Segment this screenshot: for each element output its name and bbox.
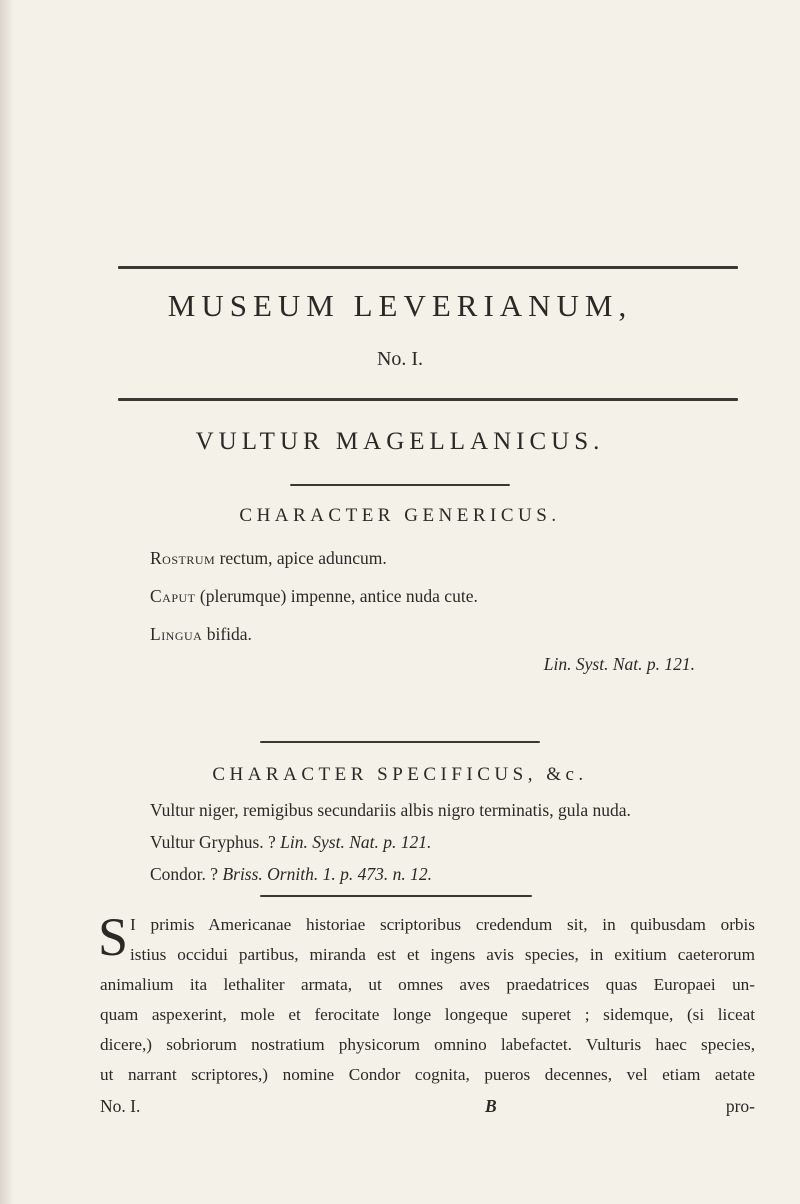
specific-line-2-text: Vultur Gryphus. ? [150, 832, 281, 852]
body-line-2: istius occidui partibus, miranda est et ingens avis species, in exitium caeterorum [130, 945, 755, 964]
body-line-6: ut narrant scriptores,) nomine Condor cognita, pueros decennes, vel etiam aetate [100, 1065, 755, 1084]
body-line-3: animalium ita lethaliter armata, ut omnes aves praedatrices quas Europaei un- [100, 975, 755, 994]
term-caput: Caput [150, 586, 196, 606]
rule-above-specific [260, 741, 540, 743]
generic-line-rostrum [150, 548, 387, 569]
body-line-1: I primis Americanae historiae scriptoribus credendum sit, in quibusdam orbis [130, 915, 755, 934]
specific-line-3-text: Condor. ? [150, 864, 223, 884]
generic-reference: Lin. Syst. Nat. p. 121. [543, 654, 695, 674]
generic-heading: CHARACTER GENERICUS. [239, 505, 561, 526]
page-title: MUSEUM LEVERIANUM, [167, 288, 633, 323]
rule-above-generic [290, 484, 510, 486]
specific-line-2-ref: Lin. Syst. Nat. p. 121. [280, 832, 432, 852]
top-rule [118, 266, 738, 269]
signature-mark: B [485, 1096, 497, 1116]
body-line-4: quam aspexerint, mole et ferocitate longe longeque superet ; sidemque, (si liceat [100, 1005, 755, 1024]
specific-line-3 [150, 864, 432, 885]
specific-line-2 [150, 832, 431, 853]
generic-line-lingua [150, 624, 252, 645]
rule-under-number [118, 398, 738, 401]
footer-number: No. I. [100, 1096, 141, 1116]
specific-line-1: Vultur niger, remigibus secundariis albis nigro terminatis, gula nuda. [150, 800, 631, 820]
rule-above-body [260, 895, 532, 897]
specific-heading: CHARACTER SPECIFICUS, &c. [212, 764, 588, 785]
catchword: pro- [725, 1096, 755, 1116]
issue-number: No. I. [376, 348, 424, 370]
body-paragraph [98, 907, 755, 1090]
generic-line-caput [150, 586, 478, 607]
term-lingua: Lingua [150, 624, 203, 644]
drop-cap: S [98, 907, 129, 967]
page-edge-shadow [0, 0, 14, 1204]
term-rostrum: Rostrum [150, 548, 216, 568]
species-name: VULTUR MAGELLANICUS. [195, 428, 605, 455]
body-line-5: dicere,) sobriorum nostratium physicorum omnino labefactet. Vulturis haec species, [100, 1035, 755, 1054]
text-caput: (plerumque) impenne, antice nuda cute. [195, 586, 478, 606]
text-lingua: bifida. [202, 624, 252, 644]
specific-line-3-ref: Briss. Ornith. 1. p. 473. n. 12. [222, 864, 432, 884]
text-rostrum: rectum, apice aduncum. [215, 548, 387, 568]
